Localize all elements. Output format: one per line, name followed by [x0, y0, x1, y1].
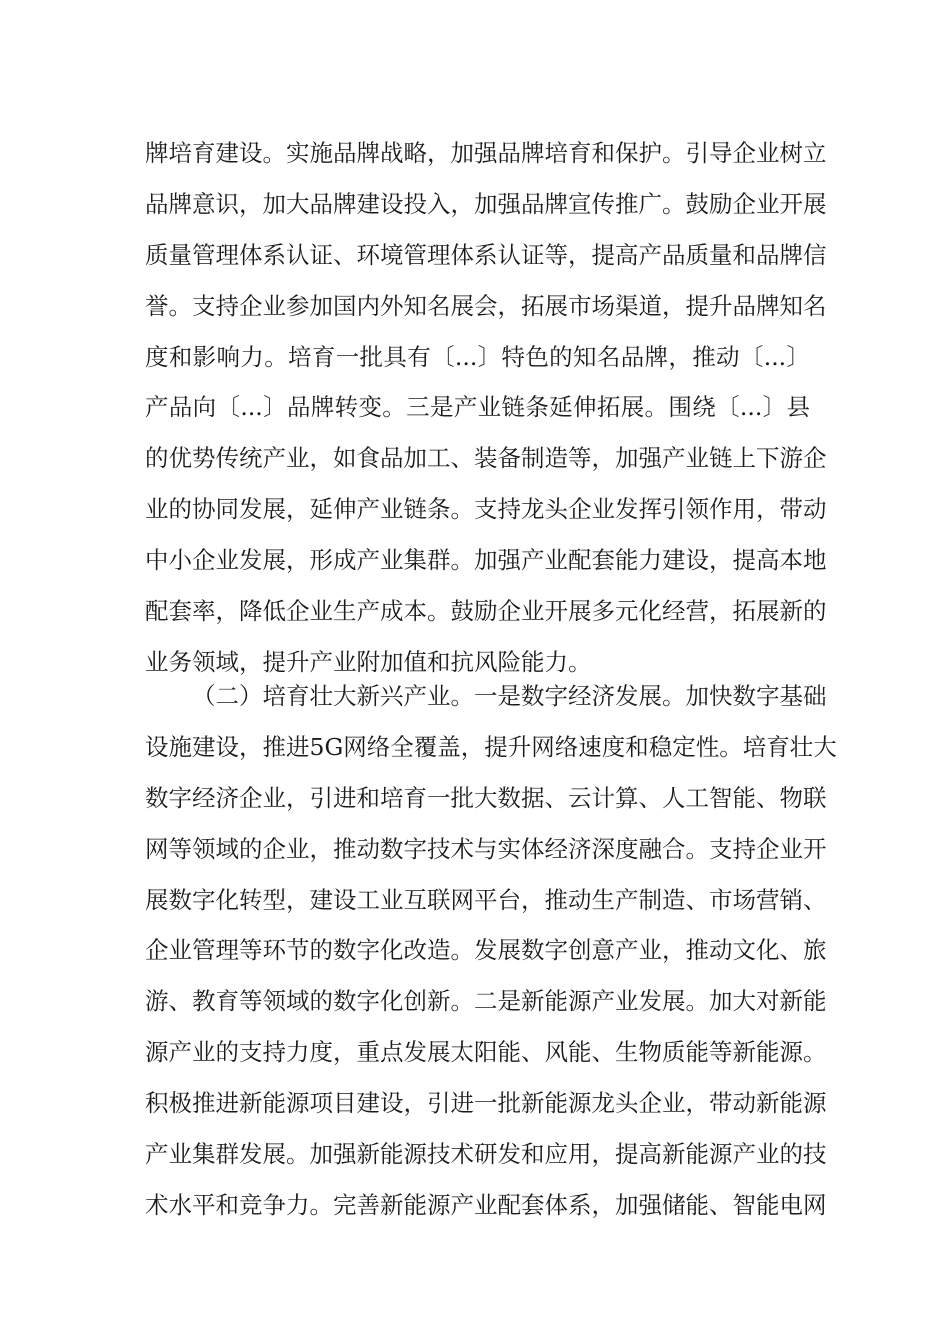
paragraph-brand-industry-chain [145, 128, 827, 688]
text-line: 中小企业发展，形成产业集群。加强产业配套能力建设，提高本地 [145, 546, 827, 575]
text-line: 度和影响力。培育一批具有〔...〕特色的知名品牌，推动〔...〕 [145, 342, 810, 371]
text-line: 积极推进新能源项目建设，引进一批新能源龙头企业，带动新能源 [145, 1089, 827, 1118]
text-line: 质量管理体系认证、环境管理体系认证等，提高产品质量和品牌信 [145, 240, 827, 269]
text-line: 源产业的支持力度，重点发展太阳能、风能、生物质能等新能源。 [145, 1038, 827, 1067]
text-line: 产品向〔...〕品牌转变。三是产业链条延伸拓展。围绕〔...〕县 [145, 393, 810, 422]
paragraph-emerging-industries [145, 671, 837, 1231]
text-line: 术水平和竞争力。完善新能源产业配套体系，加强储能、智能电网 [145, 1190, 827, 1219]
text-line-heading: （二）培育壮大新兴产业。一是数字经济发展。加快数字基础 [192, 682, 827, 710]
text-line: 的优势传统产业，如食品加工、装备制造等，加强产业链上下游企 [145, 444, 827, 473]
text-line: 业的协同发展，延伸产业链条。支持龙头企业发挥引领作用，带动 [145, 495, 827, 524]
text-line: 网等领域的企业，推动数字技术与实体经济深度融合。支持企业开 [145, 834, 827, 863]
text-line: 数字经济企业，引进和培育一批大数据、云计算、人工智能、物联 [145, 783, 827, 812]
text-line: 品牌意识，加大品牌建设投入，加强品牌宣传推广。鼓励企业开展 [145, 189, 827, 218]
text-line: 游、教育等领域的数字化创新。二是新能源产业发展。加大对新能 [145, 987, 827, 1016]
text-line: 业务领域，提升产业附加值和抗风险能力。 [145, 647, 592, 676]
text-line: 配套率，降低企业生产成本。鼓励企业开展多元化经营，拓展新的 [145, 597, 827, 626]
text-line: 牌培育建设。实施品牌战略，加强品牌培育和保护。引导企业树立 [145, 139, 827, 167]
text-line: 展数字化转型，建设工业互联网平台，推动生产制造、市场营销、 [145, 885, 827, 914]
text-line: 设施建设，推进5G网络全覆盖，提升网络速度和稳定性。培育壮大 [145, 732, 837, 761]
text-line: 企业管理等环节的数字化改造。发展数字创意产业，推动文化、旅 [145, 936, 827, 965]
text-line: 产业集群发展。加强新能源技术研发和应用，提高新能源产业的技 [145, 1140, 827, 1169]
text-line: 誉。支持企业参加国内外知名展会，拓展市场渠道，提升品牌知名 [145, 291, 827, 320]
